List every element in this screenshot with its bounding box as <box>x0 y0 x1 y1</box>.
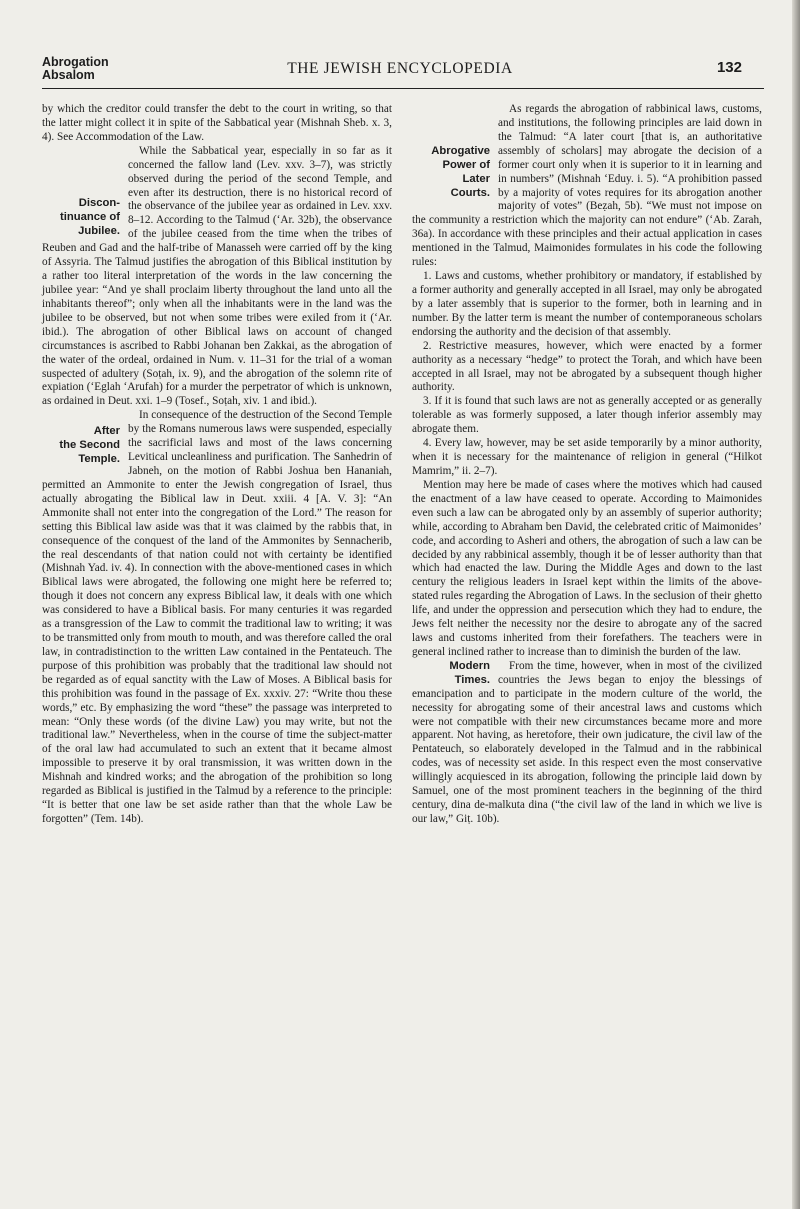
paragraph: From the time, however, when in most of the civilized countries the Jews began to enjoy the blessings of emancipation and to participate in the modern culture of the world, the necessity for abrogating some of their ancestral laws and customs which were not compatible with their new circumstances became more and more apparent. Not having, as heretofore, their own judicature, the civil law of the Pentateuch, so elaborately developed in the Talmud and in the rabbinical codes, was of necessity set aside. In this respect even the most conservative willingly acquiesced in its abrogation, following the principle laid down by Samuel, one of the most prominent teachers in the beginning of the third century, dina de-malkuta dina (“the civil law of the land in which we live is our law,” Giṭ. 10b). <box>412 659 762 826</box>
side-heading-abrogative-power: Abrogative Power of Later Courts. <box>431 145 490 199</box>
left-column <box>42 103 392 827</box>
paragraph: As regards the abrogation of rabbinical laws, customs, and institutions, the following principles are laid down in the Talmud: “A later court [that is, an authoritative assembly of scholars] may abrogate the decision of a former court only when it is superior to it in learning and in numbers” (Mishnah ‘Eduy. i. 5). “A prohibition passed by a majority of votes requires for its abrogation another majority of votes” (Beẓah, 5b). “We must not impose on the community a restriction which the majority can not endure” (‘Ab. Zarah, 36a). In accordance with these principles and their actual application in cases mentioned in the Talmud, Maimonides formulates in his code the following rules: <box>412 103 762 269</box>
running-title: THE JEWISH ENCYCLOPEDIA <box>287 60 513 77</box>
paragraph: Mention may here be made of cases where the motives which had caused the enactment of a law have ceased to operate. According to Maimonides even such a law can be abrogated only by an assembly of superior authority; while, according to Abraham ben David, the celebrated critic of Maimonides’ code, and according to Asheri and others, the abrogation of such a law can be decided by any rabbinical assembly, though it be of lesser authority than that which had enacted the law. During the Middle Ages and down to the last century the religious leaders in Israel kept within the limits of the above-stated rules regarding the Abrogation of Laws. In the seclusion of their ghetto life, and under the oppression and persecution which they had to endure, the Jews felt neither the necessity nor the desire to abrogate any of the sacred laws and customs inherited from their forefathers. The teachers were in general inclined rather to increase than to diminish the burden of the law. <box>412 478 762 658</box>
header-rule <box>42 88 764 89</box>
paragraph: by which the creditor could transfer the debt to the court in writing, so that the latter might collect it in spite of the Sabbatical year (Mishnah Sheb. x. 3, 4). See Accommodation of the Law. <box>42 103 392 143</box>
paragraph: 2. Restrictive measures, however, which were enacted by a former authority as a necessary “hedge” to protect the Torah, and which have been accepted in all Israel, may not be abrogated by a subsequent though higher authority. <box>412 339 762 394</box>
right-column <box>412 103 762 827</box>
guide-word-first: Abrogation <box>42 55 109 69</box>
paragraph: 4. Every law, however, may be set aside temporarily by a minor authority, when it is necessary for the maintenance of religion in general (“Hilkot Mamrim,” ii. 2–7). <box>412 437 762 477</box>
page-number: 132 <box>716 59 742 76</box>
side-heading-modern-times: Modern Times. <box>449 659 490 686</box>
paragraph: 1. Laws and customs, whether prohibitory or mandatory, if established by a former authority and generally accepted in all Israel, may only be abrogated by a later assembly that is superior to the former, both in learning and in number. By the latter term is meant the number of contemporaneous scholars endorsing the authority and the decision of that assembly. <box>412 270 762 338</box>
page-edge <box>792 0 800 1209</box>
paragraph: In consequence of the destruction of the Second Temple by the Romans numerous laws were suspended, especially the sacrificial laws and most of the laws concerning Levitical uncleanliness and purification. The Sanhedrin of Jabneh, on the motion of Rabbi Joshua ben Hananiah, permitted an Ammonite to enter the Jewish congregation of Israel, thus actually abrogating the Biblical law in Deut. xxiii. 4 [A. V. 3]: “An Ammonite shall not enter into the congregation of the Lord.” The reason for setting this Biblical law aside was that it was claimed by the rabbis that, in consequence of the conquest of the land of the Ammonites by Sennacherib, the real descendants of that nation could not with certainty be identified (Mishnah Yad. iv. 4). In connection with the above-mentioned cases in which Biblical laws were abrogated, the following one might here be referred to; though it does not concern any express Biblical law, it deals with one which was considered to have a Biblical basis. For many centuries it was regarded as a transgression of the Law to commit the traditional law to writing; it was to be transmitted only from mouth to mouth, and was therefore called the oral law, in contradistinction to the written Law contained in the Pentateuch. The purpose of this prohibition was probably that the traditional law should not be regarded as of equal sanctity with the Law of Moses. A Biblical basis for this prohibition was found in the passage of Ex. xxxiv. 27: “Write thou these words,” etc. By emphasizing the word “these” the passage was interpreted to mean: “Only these words (of the divine Law) you may write, but not the traditional law.” Nevertheless, when in the course of time the subject-matter of the oral law had accumulated to such an extent that it became almost impossible to preserve it by oral transmission, it was written down in the Mishnah and kindred works; and the abrogation of the prohibition so long regarded as Biblical is justified in the Talmud by a reference to the principle: “It is better that one law be set aside rather than that the whole Law be forgotten” (Tem. 14b). <box>42 409 392 826</box>
side-heading-discontinuance-of-jubilee: Discon- tinuance of Jubilee. <box>59 196 120 237</box>
paragraph: While the Sabbatical year, especially in so far as it concerned the fallow land (Lev. xxv. 3–7), was strictly observed during the period of the second Temple, and even after its destruction, there is no historical record of the observance of the jubilee year as ordained in Lev. xxv. 8–12. According to the Talmud (‘Ar. 32b), the observance of the jubilee ceased from the time when the tribes of Reuben and Gad and the half-tribe of Manasseh were carried off by the king of Assyria. The Talmud justifies the abrogation of this Biblical institution by a rather too literal interpretation of the words in the law concerning the jubilee year: “And ye shall proclaim liberty throughout the land unto all the inhabitants thereof”; only when all the inhabitants were in the land was the jubilee to be observed, but not when some tribes were exiled from it (‘Ar. ibid.). The abrogation of other Biblical laws on account of changed circumstances is ascribed to Rabbi Johanan ben Zakkai, as the abrogation of the water of the ordeal, ordained in Num. v. 11–31 for the trial of a woman suspected of adultery (Soṭah, ix. 9), and the abrogation of the solemn rite of expiation (‘Eglah ‘Arufah) for a murder the perpetrator of which is unknown, as ordained in Deut. xxi. 1–9 (Tosef., Soṭah, xiv. 1 and ibid.). <box>42 144 392 408</box>
guide-word-last: Absalom <box>42 68 95 82</box>
side-heading-after-second-temple: After the Second Temple. <box>59 425 120 466</box>
paragraph: 3. If it is found that such laws are not as generally accepted or as generally tolerable as was formerly supposed, a later though inferior assembly may abrogate them. <box>412 395 762 436</box>
